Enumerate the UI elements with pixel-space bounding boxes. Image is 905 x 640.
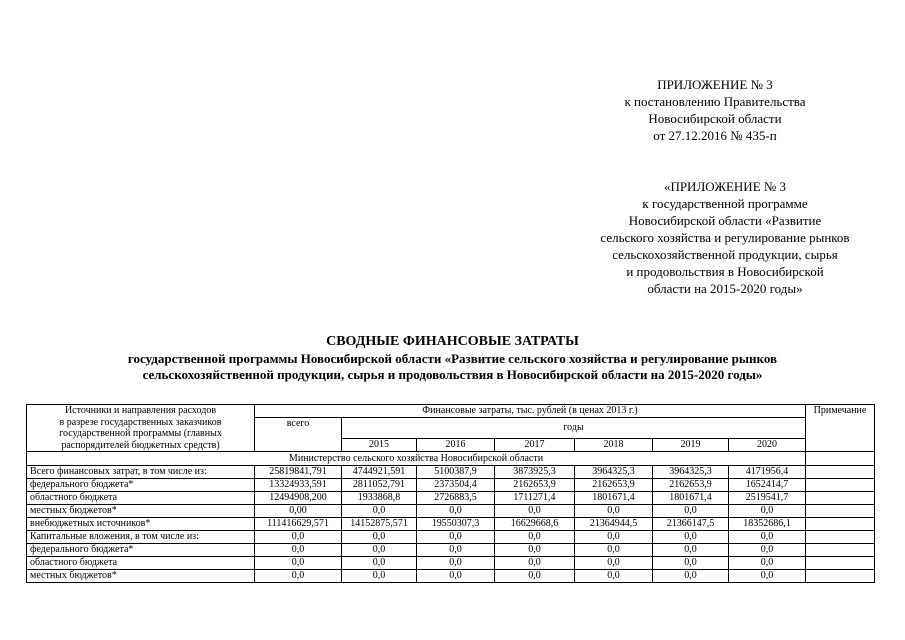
row-year-value-cell: 1652414,7 <box>729 479 806 492</box>
row-total-cell: 12494908,200 <box>255 492 342 505</box>
table-row <box>27 492 875 505</box>
row-year-value-cell: 0,0 <box>653 505 729 518</box>
row-year-value-cell: 0,0 <box>653 544 729 557</box>
row-year-value-cell: 0,0 <box>575 531 653 544</box>
row-year-value-cell: 0,0 <box>417 531 495 544</box>
sources-header-line: Источники и направления расходов <box>64 405 217 416</box>
row-total-cell: 25819841,791 <box>255 466 342 479</box>
document-title <box>0 334 905 384</box>
row-year-value-cell: 0,0 <box>417 505 495 518</box>
row-year-value-cell: 0,0 <box>417 544 495 557</box>
table-row <box>27 479 875 492</box>
years-header-cell: годы <box>342 418 806 439</box>
appendix-line: от 27.12.2016 № 435-п <box>653 128 777 143</box>
row-year-value-cell: 18352686,1 <box>729 518 806 531</box>
program-appendix-line: и продовольствия в Новосибирской <box>626 264 824 279</box>
row-year-value-cell: 0,0 <box>729 531 806 544</box>
note-header-cell: Примечание <box>806 405 875 452</box>
row-year-value-cell: 3964325,3 <box>653 466 729 479</box>
program-appendix-line: области на 2015-2020 годы» <box>647 281 803 296</box>
program-appendix-line: Новосибирской области «Развитие <box>628 213 822 228</box>
row-year-value-cell: 0,0 <box>653 531 729 544</box>
row-year-value-cell: 0,0 <box>495 531 575 544</box>
row-year-value-cell: 2373504,4 <box>417 479 495 492</box>
finance-header-cell: Финансовые затраты, тыс. рублей (в ценах 2013 г.) <box>255 405 806 418</box>
row-note-cell <box>806 492 875 505</box>
row-year-value-cell: 0,0 <box>495 557 575 570</box>
row-year-value-cell: 0,0 <box>417 557 495 570</box>
row-note-cell <box>806 570 875 583</box>
row-year-value-cell: 4171956,4 <box>729 466 806 479</box>
row-year-value-cell: 1801671,4 <box>575 492 653 505</box>
row-year-value-cell: 2162653,9 <box>653 479 729 492</box>
row-label-cell: местных бюджетов* <box>27 505 255 518</box>
program-appendix-line: сельскохозяйственной продукции, сырья <box>612 247 838 262</box>
program-appendix-line: сельского хозяйства и регулирование рынков <box>600 230 850 245</box>
row-total-cell: 111416629,571 <box>255 518 342 531</box>
row-year-value-cell: 0,0 <box>342 570 417 583</box>
row-label-cell: внебюджетных источников* <box>27 518 255 531</box>
row-total-cell: 0,0 <box>255 544 342 557</box>
row-year-value-cell: 1711271,4 <box>495 492 575 505</box>
financial-costs-table <box>26 404 875 583</box>
program-appendix-line: «ПРИЛОЖЕНИЕ № 3 <box>663 179 787 194</box>
appendix-line: Новосибирской области <box>648 111 782 126</box>
row-year-value-cell: 3873925,3 <box>495 466 575 479</box>
row-note-cell <box>806 518 875 531</box>
year-header-cell: 2016 <box>417 439 495 452</box>
row-year-value-cell: 0,0 <box>575 570 653 583</box>
appendix-line: к постановлению Правительства <box>624 94 806 109</box>
sources-header-cell <box>27 405 255 452</box>
row-year-value-cell: 0,0 <box>575 557 653 570</box>
program-appendix-line: к государственной программе <box>642 196 808 211</box>
row-label-cell: федерального бюджета* <box>27 544 255 557</box>
title-line: государственной программы Новосибирской области «Развитие сельского хозяйства и регулирование рынков <box>127 350 778 366</box>
row-note-cell <box>806 479 875 492</box>
table-row <box>27 518 875 531</box>
row-note-cell <box>806 557 875 570</box>
row-year-value-cell: 2726883,5 <box>417 492 495 505</box>
row-note-cell <box>806 544 875 557</box>
appendix-line: ПРИЛОЖЕНИЕ № 3 <box>657 77 773 92</box>
department-cell: Министерство сельского хозяйства Новосибирской области <box>27 452 806 466</box>
row-year-value-cell: 14152875,571 <box>342 518 417 531</box>
total-header-cell: всего <box>255 418 342 452</box>
resolution-appendix-block <box>590 76 840 144</box>
row-year-value-cell: 5100387,9 <box>417 466 495 479</box>
table-row <box>27 557 875 570</box>
row-year-value-cell: 0,0 <box>575 544 653 557</box>
row-label-cell: областного бюджета <box>27 557 255 570</box>
note-cell <box>806 452 875 466</box>
row-total-cell: 0,0 <box>255 557 342 570</box>
row-total-cell: 13324933,591 <box>255 479 342 492</box>
row-year-value-cell: 0,0 <box>342 505 417 518</box>
row-year-value-cell: 0,0 <box>417 570 495 583</box>
row-year-value-cell: 0,0 <box>729 570 806 583</box>
table-row <box>27 466 875 479</box>
row-year-value-cell: 0,0 <box>342 557 417 570</box>
program-appendix-block <box>555 178 895 297</box>
row-note-cell <box>806 505 875 518</box>
table-row <box>27 531 875 544</box>
table-body <box>27 466 875 583</box>
row-year-value-cell: 4744921,591 <box>342 466 417 479</box>
year-header-cell: 2019 <box>653 439 729 452</box>
year-header-cell: 2017 <box>495 439 575 452</box>
table-row <box>27 570 875 583</box>
row-year-value-cell: 0,0 <box>575 505 653 518</box>
row-year-value-cell: 0,0 <box>729 505 806 518</box>
row-year-value-cell: 1933868,8 <box>342 492 417 505</box>
row-year-value-cell: 21366147,5 <box>653 518 729 531</box>
sources-header-line: распорядителей бюджетных средств) <box>61 439 220 451</box>
sources-header-line: государственной программы (главных <box>59 428 222 439</box>
row-year-value-cell: 0,0 <box>342 544 417 557</box>
table-row <box>27 544 875 557</box>
row-year-value-cell: 0,0 <box>653 557 729 570</box>
row-year-value-cell: 0,0 <box>729 557 806 570</box>
row-note-cell <box>806 531 875 544</box>
row-note-cell <box>806 466 875 479</box>
row-total-cell: 0,0 <box>255 570 342 583</box>
row-label-cell: Капитальные вложения, в том числе из: <box>27 531 255 544</box>
row-year-value-cell: 0,0 <box>729 544 806 557</box>
row-year-value-cell: 0,0 <box>342 531 417 544</box>
row-year-value-cell: 2162653,9 <box>575 479 653 492</box>
row-year-value-cell: 21364944,5 <box>575 518 653 531</box>
row-year-value-cell: 0,0 <box>495 570 575 583</box>
row-year-value-cell: 19550307,3 <box>417 518 495 531</box>
row-year-value-cell: 0,0 <box>495 505 575 518</box>
row-label-cell: федерального бюджета* <box>27 479 255 492</box>
row-label-cell: областного бюджета <box>27 492 255 505</box>
row-year-value-cell: 16629668,6 <box>495 518 575 531</box>
row-label-cell: местных бюджетов* <box>27 570 255 583</box>
row-year-value-cell: 0,0 <box>653 570 729 583</box>
title-main: СВОДНЫЕ ФИНАНСОВЫЕ ЗАТРАТЫ <box>326 334 579 349</box>
row-year-value-cell: 2519541,7 <box>729 492 806 505</box>
year-header-cell: 2018 <box>575 439 653 452</box>
year-header-cell: 2020 <box>729 439 806 452</box>
sources-header-line: в разрезе государственных заказчиков <box>59 416 222 428</box>
year-header-cell: 2015 <box>342 439 417 452</box>
row-total-cell: 0,0 <box>255 531 342 544</box>
title-line: сельскохозяйственной продукции, сырья и продовольствия в Новосибирской области на 2015-2020 годы» <box>142 367 763 382</box>
row-year-value-cell: 1801671,4 <box>653 492 729 505</box>
row-total-cell: 0,00 <box>255 505 342 518</box>
row-label-cell: Всего финансовых затрат, в том числе из: <box>27 466 255 479</box>
row-year-value-cell: 3964325,3 <box>575 466 653 479</box>
row-year-value-cell: 2162653,9 <box>495 479 575 492</box>
row-year-value-cell: 0,0 <box>495 544 575 557</box>
table-row <box>27 505 875 518</box>
row-year-value-cell: 2811052,791 <box>342 479 417 492</box>
